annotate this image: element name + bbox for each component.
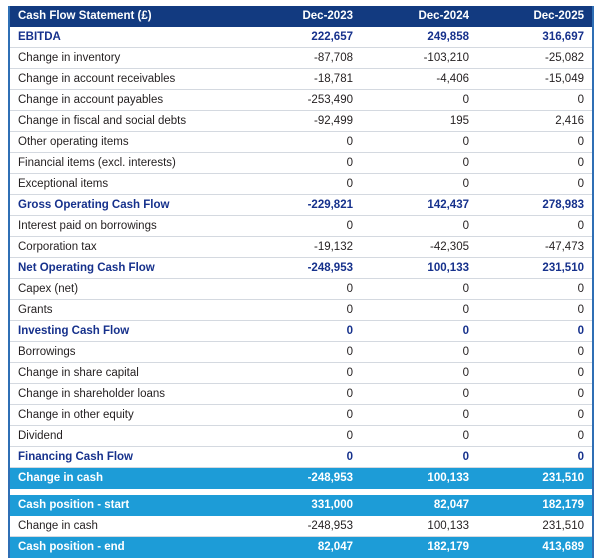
row-value-y2024: 195 <box>361 111 477 132</box>
row-value-y2025: -15,049 <box>477 69 593 90</box>
row-value-y2025: 231,510 <box>477 258 593 279</box>
row-value-y2025: 2,416 <box>477 111 593 132</box>
row-label: Change in inventory <box>9 48 245 69</box>
row-value-y2024: 0 <box>361 342 477 363</box>
table-row[interactable] <box>9 279 593 300</box>
row-value-y2024: 100,133 <box>361 468 477 489</box>
row-value-y2025: 231,510 <box>477 468 593 489</box>
table-row[interactable] <box>9 495 593 516</box>
row-value-y2024: 0 <box>361 300 477 321</box>
row-value-y2024: 0 <box>361 426 477 447</box>
row-value-y2023: -248,953 <box>245 468 361 489</box>
row-value-y2025: 0 <box>477 174 593 195</box>
row-label: Exceptional items <box>9 174 245 195</box>
table-row[interactable] <box>9 300 593 321</box>
row-label: Gross Operating Cash Flow <box>9 195 245 216</box>
row-label: Grants <box>9 300 245 321</box>
row-value-y2024: 82,047 <box>361 495 477 516</box>
row-label: Change in shareholder loans <box>9 384 245 405</box>
row-value-y2024: -42,305 <box>361 237 477 258</box>
table-row[interactable] <box>9 48 593 69</box>
row-value-y2025: 231,510 <box>477 515 593 536</box>
row-value-y2023: 0 <box>245 279 361 300</box>
table-row[interactable] <box>9 515 593 536</box>
row-value-y2023: -229,821 <box>245 195 361 216</box>
row-value-y2023: 0 <box>245 342 361 363</box>
table-row[interactable] <box>9 69 593 90</box>
cash-flow-table <box>8 6 594 558</box>
table-row[interactable] <box>9 111 593 132</box>
row-label: Cash position - end <box>9 536 245 557</box>
column-header-dec-2023: Dec-2023 <box>245 6 361 27</box>
table-row[interactable] <box>9 426 593 447</box>
row-value-y2023: -18,781 <box>245 69 361 90</box>
row-label: Capex (net) <box>9 279 245 300</box>
table-row[interactable] <box>9 468 593 489</box>
table-row[interactable] <box>9 321 593 342</box>
column-header-dec-2024: Dec-2024 <box>361 6 477 27</box>
row-value-y2023: 0 <box>245 216 361 237</box>
row-value-y2025: 0 <box>477 321 593 342</box>
row-value-y2024: 0 <box>361 405 477 426</box>
row-value-y2023: 0 <box>245 174 361 195</box>
row-label: Change in other equity <box>9 405 245 426</box>
row-value-y2023: 222,657 <box>245 27 361 48</box>
table-row[interactable] <box>9 132 593 153</box>
row-value-y2025: -47,473 <box>477 237 593 258</box>
row-label: Change in cash <box>9 515 245 536</box>
table-row[interactable] <box>9 536 593 557</box>
table-row[interactable] <box>9 342 593 363</box>
row-value-y2024: 0 <box>361 363 477 384</box>
row-value-y2023: 0 <box>245 363 361 384</box>
row-value-y2023: 0 <box>245 153 361 174</box>
row-label: Investing Cash Flow <box>9 321 245 342</box>
row-label: Dividend <box>9 426 245 447</box>
row-value-y2025: 278,983 <box>477 195 593 216</box>
row-value-y2024: -103,210 <box>361 48 477 69</box>
row-value-y2023: -92,499 <box>245 111 361 132</box>
row-label: Change in fiscal and social debts <box>9 111 245 132</box>
row-label: Cash position - start <box>9 495 245 516</box>
row-value-y2025: 0 <box>477 447 593 468</box>
row-value-y2024: 0 <box>361 174 477 195</box>
table-row[interactable] <box>9 195 593 216</box>
row-label: Financing Cash Flow <box>9 447 245 468</box>
table-row[interactable] <box>9 90 593 111</box>
row-label: Change in account payables <box>9 90 245 111</box>
row-value-y2025: 0 <box>477 153 593 174</box>
row-value-y2025: -25,082 <box>477 48 593 69</box>
row-value-y2023: 331,000 <box>245 495 361 516</box>
row-value-y2023: 82,047 <box>245 536 361 557</box>
row-value-y2023: 0 <box>245 426 361 447</box>
row-value-y2023: 0 <box>245 321 361 342</box>
row-value-y2024: 0 <box>361 384 477 405</box>
row-value-y2025: 182,179 <box>477 495 593 516</box>
row-value-y2023: -87,708 <box>245 48 361 69</box>
row-value-y2023: -248,953 <box>245 258 361 279</box>
table-row[interactable] <box>9 447 593 468</box>
row-label: Borrowings <box>9 342 245 363</box>
row-value-y2023: 0 <box>245 132 361 153</box>
row-label: EBITDA <box>9 27 245 48</box>
row-value-y2024: 0 <box>361 321 477 342</box>
row-value-y2023: -248,953 <box>245 515 361 536</box>
row-value-y2025: 0 <box>477 363 593 384</box>
row-value-y2024: 182,179 <box>361 536 477 557</box>
table-row[interactable] <box>9 153 593 174</box>
row-value-y2025: 0 <box>477 279 593 300</box>
table-row[interactable] <box>9 258 593 279</box>
table-row[interactable] <box>9 237 593 258</box>
row-label: Interest paid on borrowings <box>9 216 245 237</box>
row-label: Net Operating Cash Flow <box>9 258 245 279</box>
row-label: Corporation tax <box>9 237 245 258</box>
table-row[interactable] <box>9 363 593 384</box>
row-value-y2024: 0 <box>361 132 477 153</box>
row-value-y2024: 0 <box>361 216 477 237</box>
row-value-y2024: 100,133 <box>361 258 477 279</box>
row-value-y2025: 316,697 <box>477 27 593 48</box>
column-header-label: Cash Flow Statement (£) <box>9 6 245 27</box>
row-value-y2024: 0 <box>361 447 477 468</box>
row-label: Change in share capital <box>9 363 245 384</box>
table-row[interactable] <box>9 216 593 237</box>
row-value-y2024: 249,858 <box>361 27 477 48</box>
table-row[interactable] <box>9 384 593 405</box>
table-row[interactable] <box>9 405 593 426</box>
row-value-y2024: 0 <box>361 90 477 111</box>
row-value-y2024: 142,437 <box>361 195 477 216</box>
header-row <box>9 6 593 27</box>
row-value-y2023: 0 <box>245 300 361 321</box>
cash-flow-statement-sheet <box>8 6 592 558</box>
table-row[interactable] <box>9 27 593 48</box>
row-value-y2024: 100,133 <box>361 515 477 536</box>
row-value-y2025: 0 <box>477 300 593 321</box>
table-header <box>9 6 593 27</box>
row-value-y2024: 0 <box>361 153 477 174</box>
row-value-y2024: 0 <box>361 279 477 300</box>
row-value-y2023: -19,132 <box>245 237 361 258</box>
column-header-dec-2025: Dec-2025 <box>477 6 593 27</box>
row-value-y2023: -253,490 <box>245 90 361 111</box>
row-value-y2023: 0 <box>245 405 361 426</box>
row-value-y2025: 0 <box>477 216 593 237</box>
row-label: Financial items (excl. interests) <box>9 153 245 174</box>
row-value-y2025: 0 <box>477 384 593 405</box>
row-label: Other operating items <box>9 132 245 153</box>
row-value-y2025: 0 <box>477 90 593 111</box>
row-value-y2024: -4,406 <box>361 69 477 90</box>
row-value-y2025: 0 <box>477 342 593 363</box>
row-value-y2023: 0 <box>245 384 361 405</box>
table-body <box>9 27 593 558</box>
row-label: Change in account receivables <box>9 69 245 90</box>
row-value-y2025: 0 <box>477 405 593 426</box>
table-row[interactable] <box>9 174 593 195</box>
row-value-y2025: 0 <box>477 132 593 153</box>
row-value-y2023: 0 <box>245 447 361 468</box>
row-label: Change in cash <box>9 468 245 489</box>
row-value-y2025: 0 <box>477 426 593 447</box>
row-value-y2025: 413,689 <box>477 536 593 557</box>
